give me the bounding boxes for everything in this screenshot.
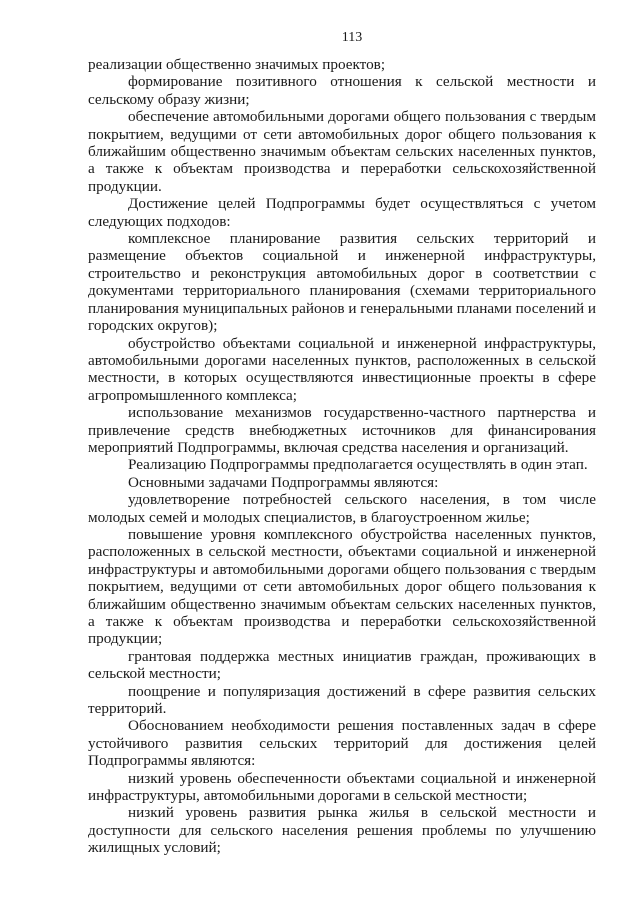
paragraph: удовлетворение потребностей сельского населения, в том числе молодых семей и молодых специалистов, в благоустроенном жилье; [88, 491, 596, 526]
paragraph: повышение уровня комплексного обустройства населенных пунктов, расположенных в сельской местности, объектами социальной и инженерной инфраструктуры и автомобильными дорогами общего пользования с твердым покрытием, ведущими от сети автомобильных дорог общего пользования к ближайшим общественно значимым объектам сельских населенных пунктов, а также к объектам производства и переработки сельскохозяйственной продукции; [88, 525, 596, 648]
paragraph: обустройство объектами социальной и инженерной инфраструктуры, автомобильными дорогами населенных пунктов, расположенных в сельской местности, в которых осуществляются инвестиционные проекты в сфере агропромышленного комплекса; [88, 334, 596, 404]
paragraph: Обоснованием необходимости решения поставленных задач в сфере устойчивого развития сельских территорий для достижения целей Подпрограммы являются: [88, 717, 596, 770]
paragraph: низкий уровень развития рынка жилья в сельской местности и доступности для сельского населения решения проблемы по улучшению жилищных условий; [88, 804, 596, 857]
paragraph: комплексное планирование развития сельских территорий и размещение объектов социальной и инженерной инфраструктуры, строительство и реконструкция автомобильных дорог в соответствии с документами территориального планирования (схемами территориального планирования муниципальных районов и генеральными планами поселений и городских округов); [88, 230, 596, 335]
paragraph: использование механизмов государственно-частного партнерства и привлечение средств внебюджетных источников для финансирования мероприятий Подпрограммы, включая средства населения и организаций. [88, 404, 596, 456]
paragraph: Основными задачами Подпрограммы являются: [128, 473, 439, 491]
paragraph: реализации общественно значимых проектов; [88, 56, 386, 73]
page-number: 113 [341, 30, 363, 45]
paragraph: обеспечение автомобильными дорогами общего пользования с твердым покрытием, ведущими от сети автомобильных дорог общего пользования к ближайшим общественно значимым объектам сельских населенных пунктов, а также к объектам производства и переработки сельскохозяйственной продукции. [88, 108, 596, 195]
paragraph: грантовая поддержка местных инициатив граждан, проживающих в сельской местности; [88, 647, 596, 683]
paragraph: низкий уровень обеспеченности объектами социальной и инженерной инфраструктуры, автомобильными дорогами в сельской местности; [88, 769, 596, 805]
paragraph: поощрение и популяризация достижений в сфере развития сельских территорий. [88, 682, 596, 718]
paragraph: Реализацию Подпрограммы предполагается осуществлять в один этап. [128, 456, 588, 474]
paragraph: Достижение целей Подпрограммы будет осуществляться с учетом следующих подходов: [88, 195, 596, 230]
paragraph: формирование позитивного отношения к сельской местности и сельскому образу жизни; [88, 73, 596, 108]
document-body [88, 56, 596, 857]
